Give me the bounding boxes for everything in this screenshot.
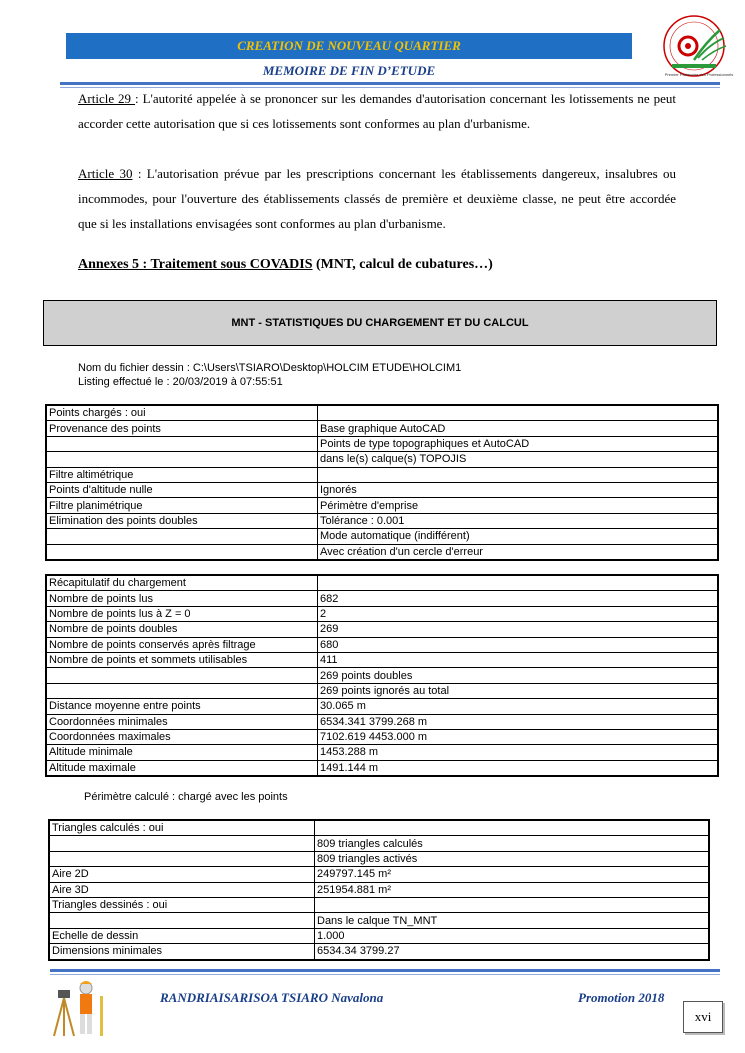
article-29-label: Article 29 — [78, 91, 136, 106]
article-30-text: : L'autorisation prévue par les prescriptions concernant les établissements dangereux, insalubres ou incommodes, pour l'ouverture des établissements classés de première et deuxième classe, ne peut être accordée que si les installations envisagées sont conformes au plan d'urbanisme. — [78, 166, 677, 231]
table-row — [46, 591, 718, 606]
table-row — [46, 606, 718, 621]
listing-date-line: Listing effectué le : 20/03/2019 à 07:55:51 — [78, 376, 283, 388]
label-cell — [46, 544, 318, 560]
footer-divider — [50, 969, 720, 972]
value-cell: Dans le calque TN_MNT — [315, 913, 710, 928]
label-cell: Coordonnées maximales — [46, 729, 318, 744]
value-cell — [315, 820, 710, 836]
table-row — [46, 467, 718, 482]
value-cell: 249797.145 m² — [315, 867, 710, 882]
value-cell: 269 points doubles — [318, 668, 719, 683]
label-cell: Filtre planimétrique — [46, 498, 318, 513]
value-cell: Périmètre d'emprise — [318, 498, 719, 513]
article-30-label: Article 30 — [78, 166, 133, 181]
label-cell: Nombre de points conservés après filtrage — [46, 637, 318, 652]
article-30 — [78, 161, 676, 236]
value-cell: Ignorés — [318, 482, 719, 497]
page-number: xvi — [683, 1001, 723, 1033]
label-cell — [46, 436, 318, 451]
value-cell: Mode automatique (indifférent) — [318, 529, 719, 544]
table-row — [49, 913, 709, 928]
report-info — [78, 361, 461, 389]
label-cell: Points d'altitude nulle — [46, 482, 318, 497]
table-row — [46, 405, 718, 421]
value-cell: Points de type topographiques et AutoCAD — [318, 436, 719, 451]
promotion-year: Promotion 2018 — [578, 990, 665, 1005]
value-cell: 30.065 m — [318, 699, 719, 714]
label-cell: Distance moyenne entre points — [46, 699, 318, 714]
loading-parameters-table — [45, 404, 719, 561]
header-divider — [60, 82, 720, 85]
label-cell: Triangles dessinés : oui — [49, 897, 315, 912]
value-cell: 1.000 — [315, 928, 710, 943]
table-row — [46, 668, 718, 683]
table-row — [49, 882, 709, 897]
value-cell: 2 — [318, 606, 719, 621]
label-cell: Points chargés : oui — [46, 405, 318, 421]
file-name-line: Nom du fichier dessin : C:\Users\TSIARO\Desktop\HOLCIM ETUDE\HOLCIM1 — [78, 362, 462, 374]
label-cell: Dimensions minimales — [49, 944, 315, 960]
label-cell: Nombre de points lus — [46, 591, 318, 606]
value-cell: 809 triangles calculés — [315, 836, 710, 851]
table-row — [46, 729, 718, 744]
value-cell — [318, 575, 719, 591]
value-cell: 680 — [318, 637, 719, 652]
table-row — [49, 867, 709, 882]
table-row — [49, 820, 709, 836]
table-row — [46, 683, 718, 698]
value-cell: 411 — [318, 652, 719, 667]
logo-caption: Premier Partenaire des Professionnels — [664, 72, 734, 77]
label-cell: Triangles calculés : oui — [49, 820, 315, 836]
header-title: CREATION DE NOUVEAU QUARTIER — [66, 33, 632, 59]
label-cell: Nombre de points doubles — [46, 622, 318, 637]
value-cell: Tolérance : 0.001 — [318, 513, 719, 528]
value-cell: 809 triangles activés — [315, 851, 710, 866]
annex-rest: (MNT, calcul de cubatures…) — [312, 257, 493, 272]
table-row — [46, 544, 718, 560]
label-cell: Nombre de points et sommets utilisables — [46, 652, 318, 667]
label-cell — [46, 668, 318, 683]
label-cell — [49, 913, 315, 928]
value-cell — [315, 897, 710, 912]
label-cell: Coordonnées minimales — [46, 714, 318, 729]
triangulation-table — [48, 819, 710, 961]
value-cell: 7102.619 4453.000 m — [318, 729, 719, 744]
value-cell: 269 — [318, 622, 719, 637]
label-cell — [46, 529, 318, 544]
label-cell: Elimination des points doubles — [46, 513, 318, 528]
table-row — [46, 622, 718, 637]
table-row — [49, 836, 709, 851]
value-cell — [318, 467, 719, 482]
table-row — [49, 897, 709, 912]
report-title: MNT - STATISTIQUES DU CHARGEMENT ET DU CALCUL — [43, 300, 717, 346]
table-row — [49, 851, 709, 866]
label-cell — [49, 851, 315, 866]
value-cell: Base graphique AutoCAD — [318, 421, 719, 436]
annex-heading — [78, 257, 493, 273]
table-row — [46, 699, 718, 714]
label-cell: Aire 3D — [49, 882, 315, 897]
value-cell: 1491.144 m — [318, 760, 719, 776]
label-cell: Altitude maximale — [46, 760, 318, 776]
article-29-text: : L'autorité appelée à se prononcer sur les demandes d'autorisation concernant les lotissements ne peut accorder cette autorisation que si ces lotissements sont conformes au plan d'urbanisme. — [78, 91, 677, 131]
label-cell: Filtre altimétrique — [46, 467, 318, 482]
value-cell: Avec création d'un cercle d'erreur — [318, 544, 719, 560]
table-row — [46, 637, 718, 652]
label-cell: Provenance des points — [46, 421, 318, 436]
value-cell: 1453.288 m — [318, 745, 719, 760]
table-row — [46, 421, 718, 436]
loading-summary-table — [45, 574, 719, 777]
label-cell: Aire 2D — [49, 867, 315, 882]
table-row — [46, 482, 718, 497]
value-cell: 269 points ignorés au total — [318, 683, 719, 698]
value-cell: 251954.881 m² — [315, 882, 710, 897]
table-row — [46, 745, 718, 760]
footer-divider-thin — [50, 974, 720, 975]
author-name: RANDRIAISARISOA TSIARO Navalona — [160, 990, 384, 1005]
table-row — [49, 944, 709, 960]
value-cell: 6534.341 3799.268 m — [318, 714, 719, 729]
table-row — [46, 652, 718, 667]
label-cell: Récapitulatif du chargement — [46, 575, 318, 591]
table-row — [46, 529, 718, 544]
annex-label: Annexes 5 : Traitement sous COVADIS — [78, 257, 313, 272]
perimeter-note: Périmètre calculé : chargé avec les points — [84, 791, 288, 803]
label-cell — [46, 683, 318, 698]
label-cell — [46, 452, 318, 467]
value-cell: 682 — [318, 591, 719, 606]
table-row — [46, 513, 718, 528]
value-cell: 6534.34 3799.27 — [315, 944, 710, 960]
label-cell: Echelle de dessin — [49, 928, 315, 943]
table-row — [49, 928, 709, 943]
label-cell: Altitude minimale — [46, 745, 318, 760]
label-cell: Nombre de points lus à Z = 0 — [46, 606, 318, 621]
value-cell: dans le(s) calque(s) TOPOJIS — [318, 452, 719, 467]
article-29 — [78, 86, 676, 136]
value-cell — [318, 405, 719, 421]
table-row — [46, 714, 718, 729]
table-row — [46, 760, 718, 776]
label-cell — [49, 836, 315, 851]
table-row — [46, 452, 718, 467]
table-row — [46, 436, 718, 451]
table-row — [46, 498, 718, 513]
surveyor-illustration-icon — [42, 976, 114, 1038]
table-row — [46, 575, 718, 591]
header-subtitle: MEMOIRE DE FIN D’ETUDE — [262, 63, 436, 78]
